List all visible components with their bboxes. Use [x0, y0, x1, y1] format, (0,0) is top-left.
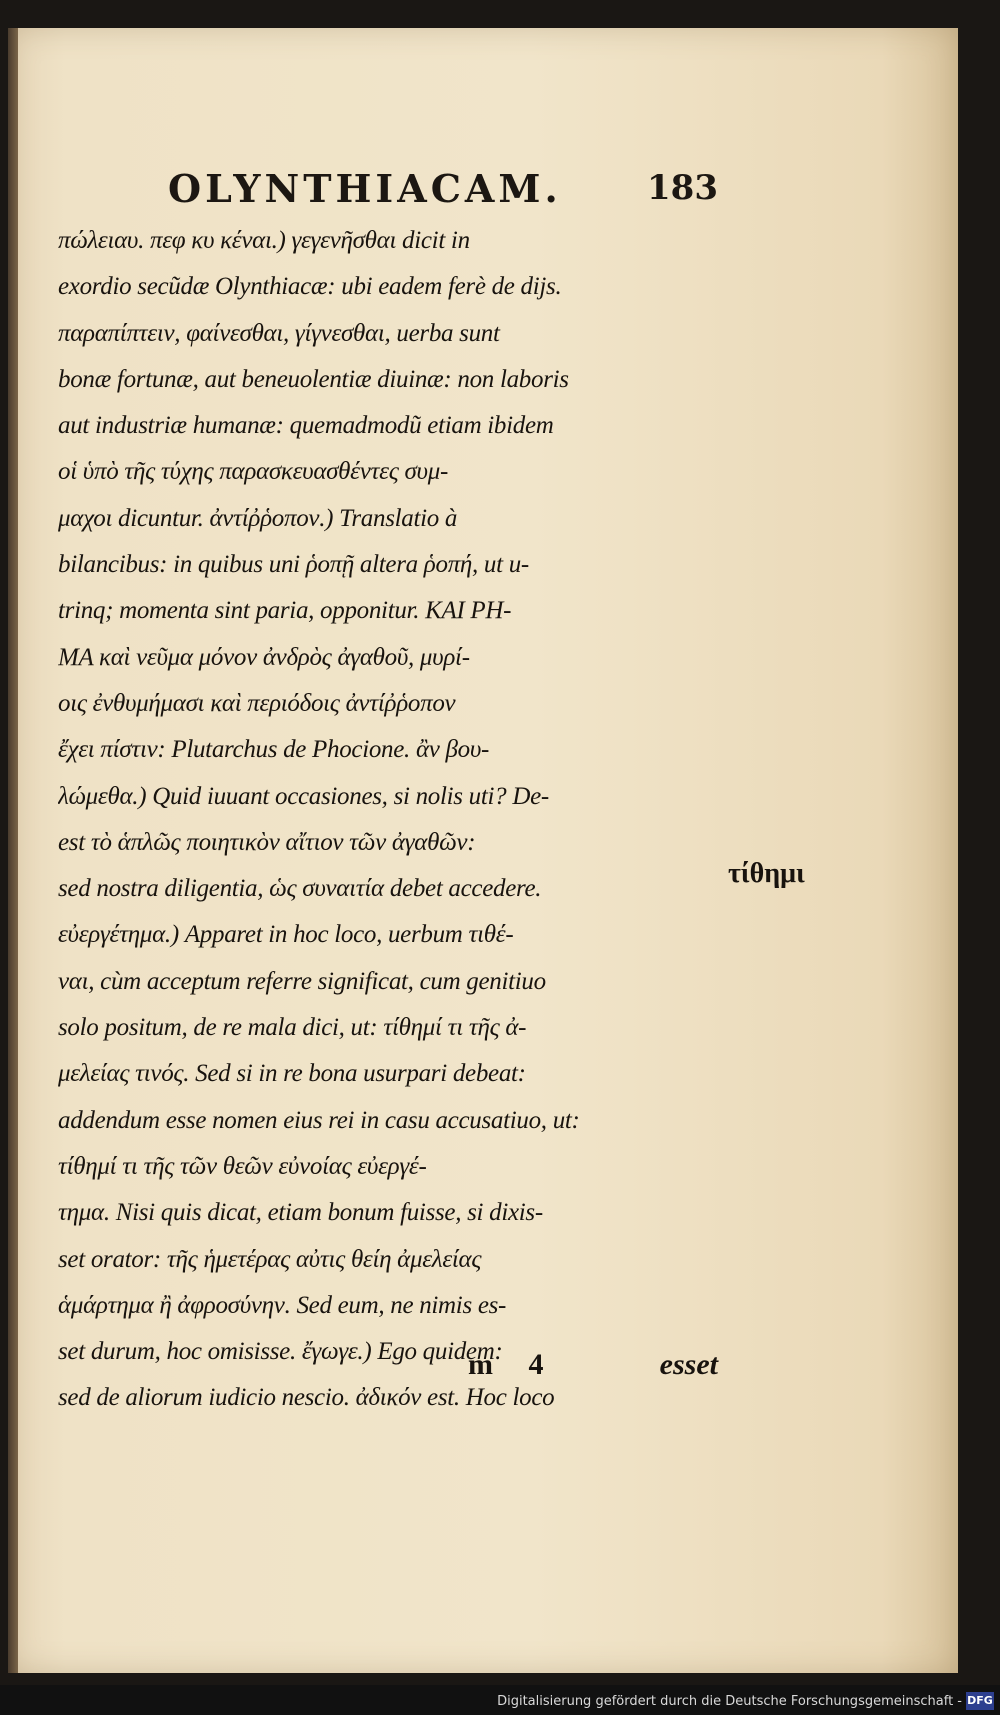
text-line: solo positum, de re mala dici, ut: τίθημί τι τῆς ἀ- — [58, 1014, 527, 1042]
text-line: bonæ fortunæ, aut beneuolentiæ diuinæ: non laboris — [58, 365, 569, 393]
text-line: τημα. Nisi quis dicat, etiam bonum fuisse, si dixis- — [58, 1199, 543, 1227]
text-line: ἔχει πίστιν: Plutarchus de Phocione. ἂν βου- — [58, 736, 490, 764]
credit-bar — [0, 1685, 1000, 1715]
margin-note: τίθημι — [728, 858, 805, 889]
text-line: exordio secũdæ Olynthiacæ: ubi eadem ferè de dijs. — [58, 273, 562, 301]
book-page — [8, 28, 958, 1673]
text-line: οις ἐνθυμήμασι καὶ περιόδοις ἀντίῤῥοπον — [58, 689, 456, 717]
text-line: bilancibus: in quibus uni ῥοπῇ altera ῥοπή, ut u- — [58, 551, 529, 579]
page-header — [158, 146, 718, 211]
page-footer — [468, 1348, 718, 1394]
text-line: trinq; momenta sint paria, opponitur. ΚΑΙ ΡΗ- — [58, 597, 512, 625]
digitization-credit: Digitalisierung gefördert durch die Deutsche Forschungsgemeinschaft - — [497, 1694, 962, 1709]
signature-mark: m 4 — [468, 1348, 558, 1381]
text-line: set orator: τῆς ἡμετέρας αὐτις θείη ἀμελείας — [58, 1245, 482, 1273]
text-line: sed nostra diligentia, ὡς συναιτία debet accedere. — [58, 875, 542, 903]
text-line: λώμεθα.) Quid iuuant occasiones, si nolis uti? De- — [58, 782, 549, 810]
text-line: μαχοι dicuntur. ἀντίῤῥοπον.) Translatio à — [58, 504, 458, 532]
text-line: aut industriæ humanæ: quemadmodũ etiam ibidem — [58, 412, 554, 440]
text-line: οἱ ὑπὸ τῆς τύχης παρασκευασθέντες συμ- — [58, 458, 448, 486]
catchword: esset — [659, 1348, 718, 1381]
running-head: OLYNTHIACAM. — [168, 166, 562, 211]
text-line: addendum esse nomen eius rei in casu accusatiuo, ut: — [58, 1106, 580, 1134]
text-line: set durum, hoc omisisse. ἔγωγε.) Ego quidem: — [58, 1338, 503, 1366]
page-spine-edge — [8, 28, 18, 1673]
text-line: εὐεργέτημα.) Apparet in hoc loco, uerbum τιθέ- — [58, 921, 514, 949]
page-number: 183 — [647, 168, 718, 208]
text-line: ἁμάρτημα ἢ ἀφροσύνην. Sed eum, ne nimis es- — [58, 1291, 507, 1319]
dfg-logo-icon: DFG — [966, 1692, 994, 1710]
text-line: sed de aliorum iudicio nescio. ἀδικόν est. Hoc loco — [58, 1384, 555, 1412]
text-line: πώλειαυ. πεφ κυ κέναι.) γεγενῆσθαι dicit in — [58, 227, 470, 254]
text-line: ΜΑ καὶ νεῦμα μόνον ἀνδρὸς ἀγαθοῦ, μυρί- — [58, 643, 470, 671]
text-line: τίθημί τι τῆς τῶν θεῶν εὐνοίας εὐεργέ- — [58, 1152, 427, 1180]
text-line: est τὸ ἁπλῶς ποιητικὸν αἴτιον τῶν ἀγαθῶν: — [58, 828, 476, 856]
text-line: παραπίπτειν, φαίνεσθαι, γίγνεσθαι, uerba sunt — [58, 319, 500, 347]
text-line: μελείας τινός. Sed si in re bona usurpari debeat: — [58, 1060, 526, 1088]
text-line: ναι, cùm acceptum referre significat, cum genitiuo — [58, 967, 546, 995]
text-block — [58, 218, 708, 1422]
